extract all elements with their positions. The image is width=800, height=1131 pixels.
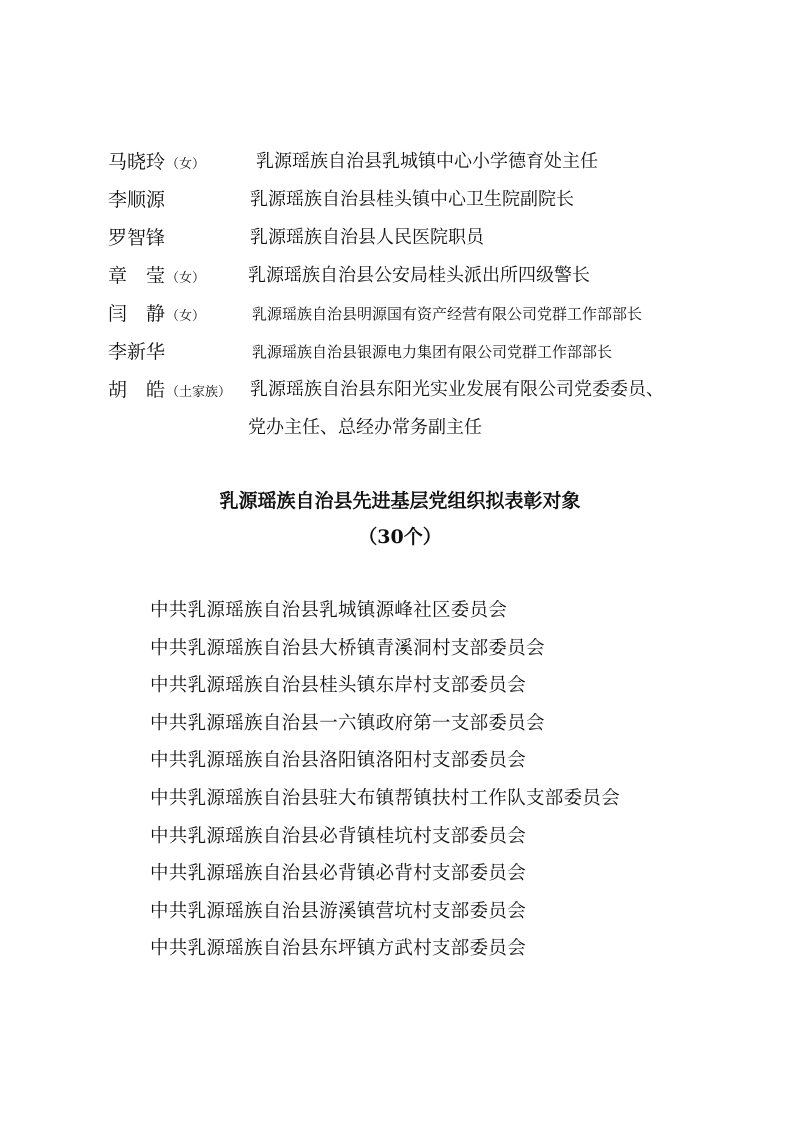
person-name: 闫 静	[108, 303, 166, 325]
person-title: 乳源瑶族自治县桂头镇中心卫生院副院长	[250, 189, 574, 210]
organization-item: 中共乳源瑶族自治县游溪镇营坑村支部委员会	[150, 900, 527, 922]
organization-item: 中共乳源瑶族自治县桂头镇东岸村支部委员会	[150, 675, 527, 697]
person-title: 乳源瑶族自治县人民医院职员	[250, 227, 484, 248]
person-title: 乳源瑶族自治县东阳光实业发展有限公司党委委员、	[250, 379, 664, 400]
person-name: 章 莹	[108, 265, 166, 287]
person-row	[108, 262, 590, 290]
person-row	[108, 186, 574, 214]
organization-item: 中共乳源瑶族自治县驻大布镇帮镇扶村工作队支部委员会	[150, 787, 621, 809]
organization-item: 中共乳源瑶族自治县洛阳镇洛阳村支部委员会	[150, 750, 527, 772]
person-title: 乳源瑶族自治县明源国有资产经营有限公司党群工作部部长	[252, 305, 643, 323]
person-title: 乳源瑶族自治县银源电力集团有限公司党群工作部部长	[252, 343, 613, 361]
person-row	[108, 376, 664, 404]
person-note: （女）	[166, 309, 206, 324]
section-count: （30个）	[358, 526, 442, 548]
organization-item: 中共乳源瑶族自治县东坪镇方武村支部委员会	[150, 938, 527, 960]
person-note: （土家族）	[166, 385, 232, 400]
organization-item: 中共乳源瑶族自治县大桥镇青溪洞村支部委员会	[150, 637, 545, 659]
person-row	[108, 224, 484, 252]
person-note: （女）	[166, 271, 206, 286]
organization-item: 中共乳源瑶族自治县必背镇必背村支部委员会	[150, 863, 527, 885]
person-name: 罗智锋	[108, 227, 166, 249]
organization-item: 中共乳源瑶族自治县一六镇政府第一支部委员会	[150, 712, 545, 734]
person-note: （女）	[166, 157, 206, 172]
person-title: 乳源瑶族自治县公安局桂头派出所四级警长	[248, 265, 590, 286]
person-name: 马晓玲	[108, 151, 166, 173]
person-name: 胡 皓	[108, 379, 166, 401]
person-title-continuation: 党办主任、总经办常务副主任	[248, 417, 482, 438]
person-name: 李新华	[108, 341, 166, 363]
person-row	[108, 338, 613, 366]
person-title: 乳源瑶族自治县乳城镇中心小学德育处主任	[256, 151, 598, 172]
section-heading: 乳源瑶族自治县先进基层党组织拟表彰对象	[219, 490, 581, 512]
person-row	[108, 300, 643, 328]
person-name: 李顺源	[108, 189, 166, 211]
organization-item: 中共乳源瑶族自治县必背镇桂坑村支部委员会	[150, 825, 527, 847]
organization-list	[150, 597, 620, 973]
person-row	[108, 148, 598, 176]
organization-item: 中共乳源瑶族自治县乳城镇源峰社区委员会	[150, 600, 508, 621]
